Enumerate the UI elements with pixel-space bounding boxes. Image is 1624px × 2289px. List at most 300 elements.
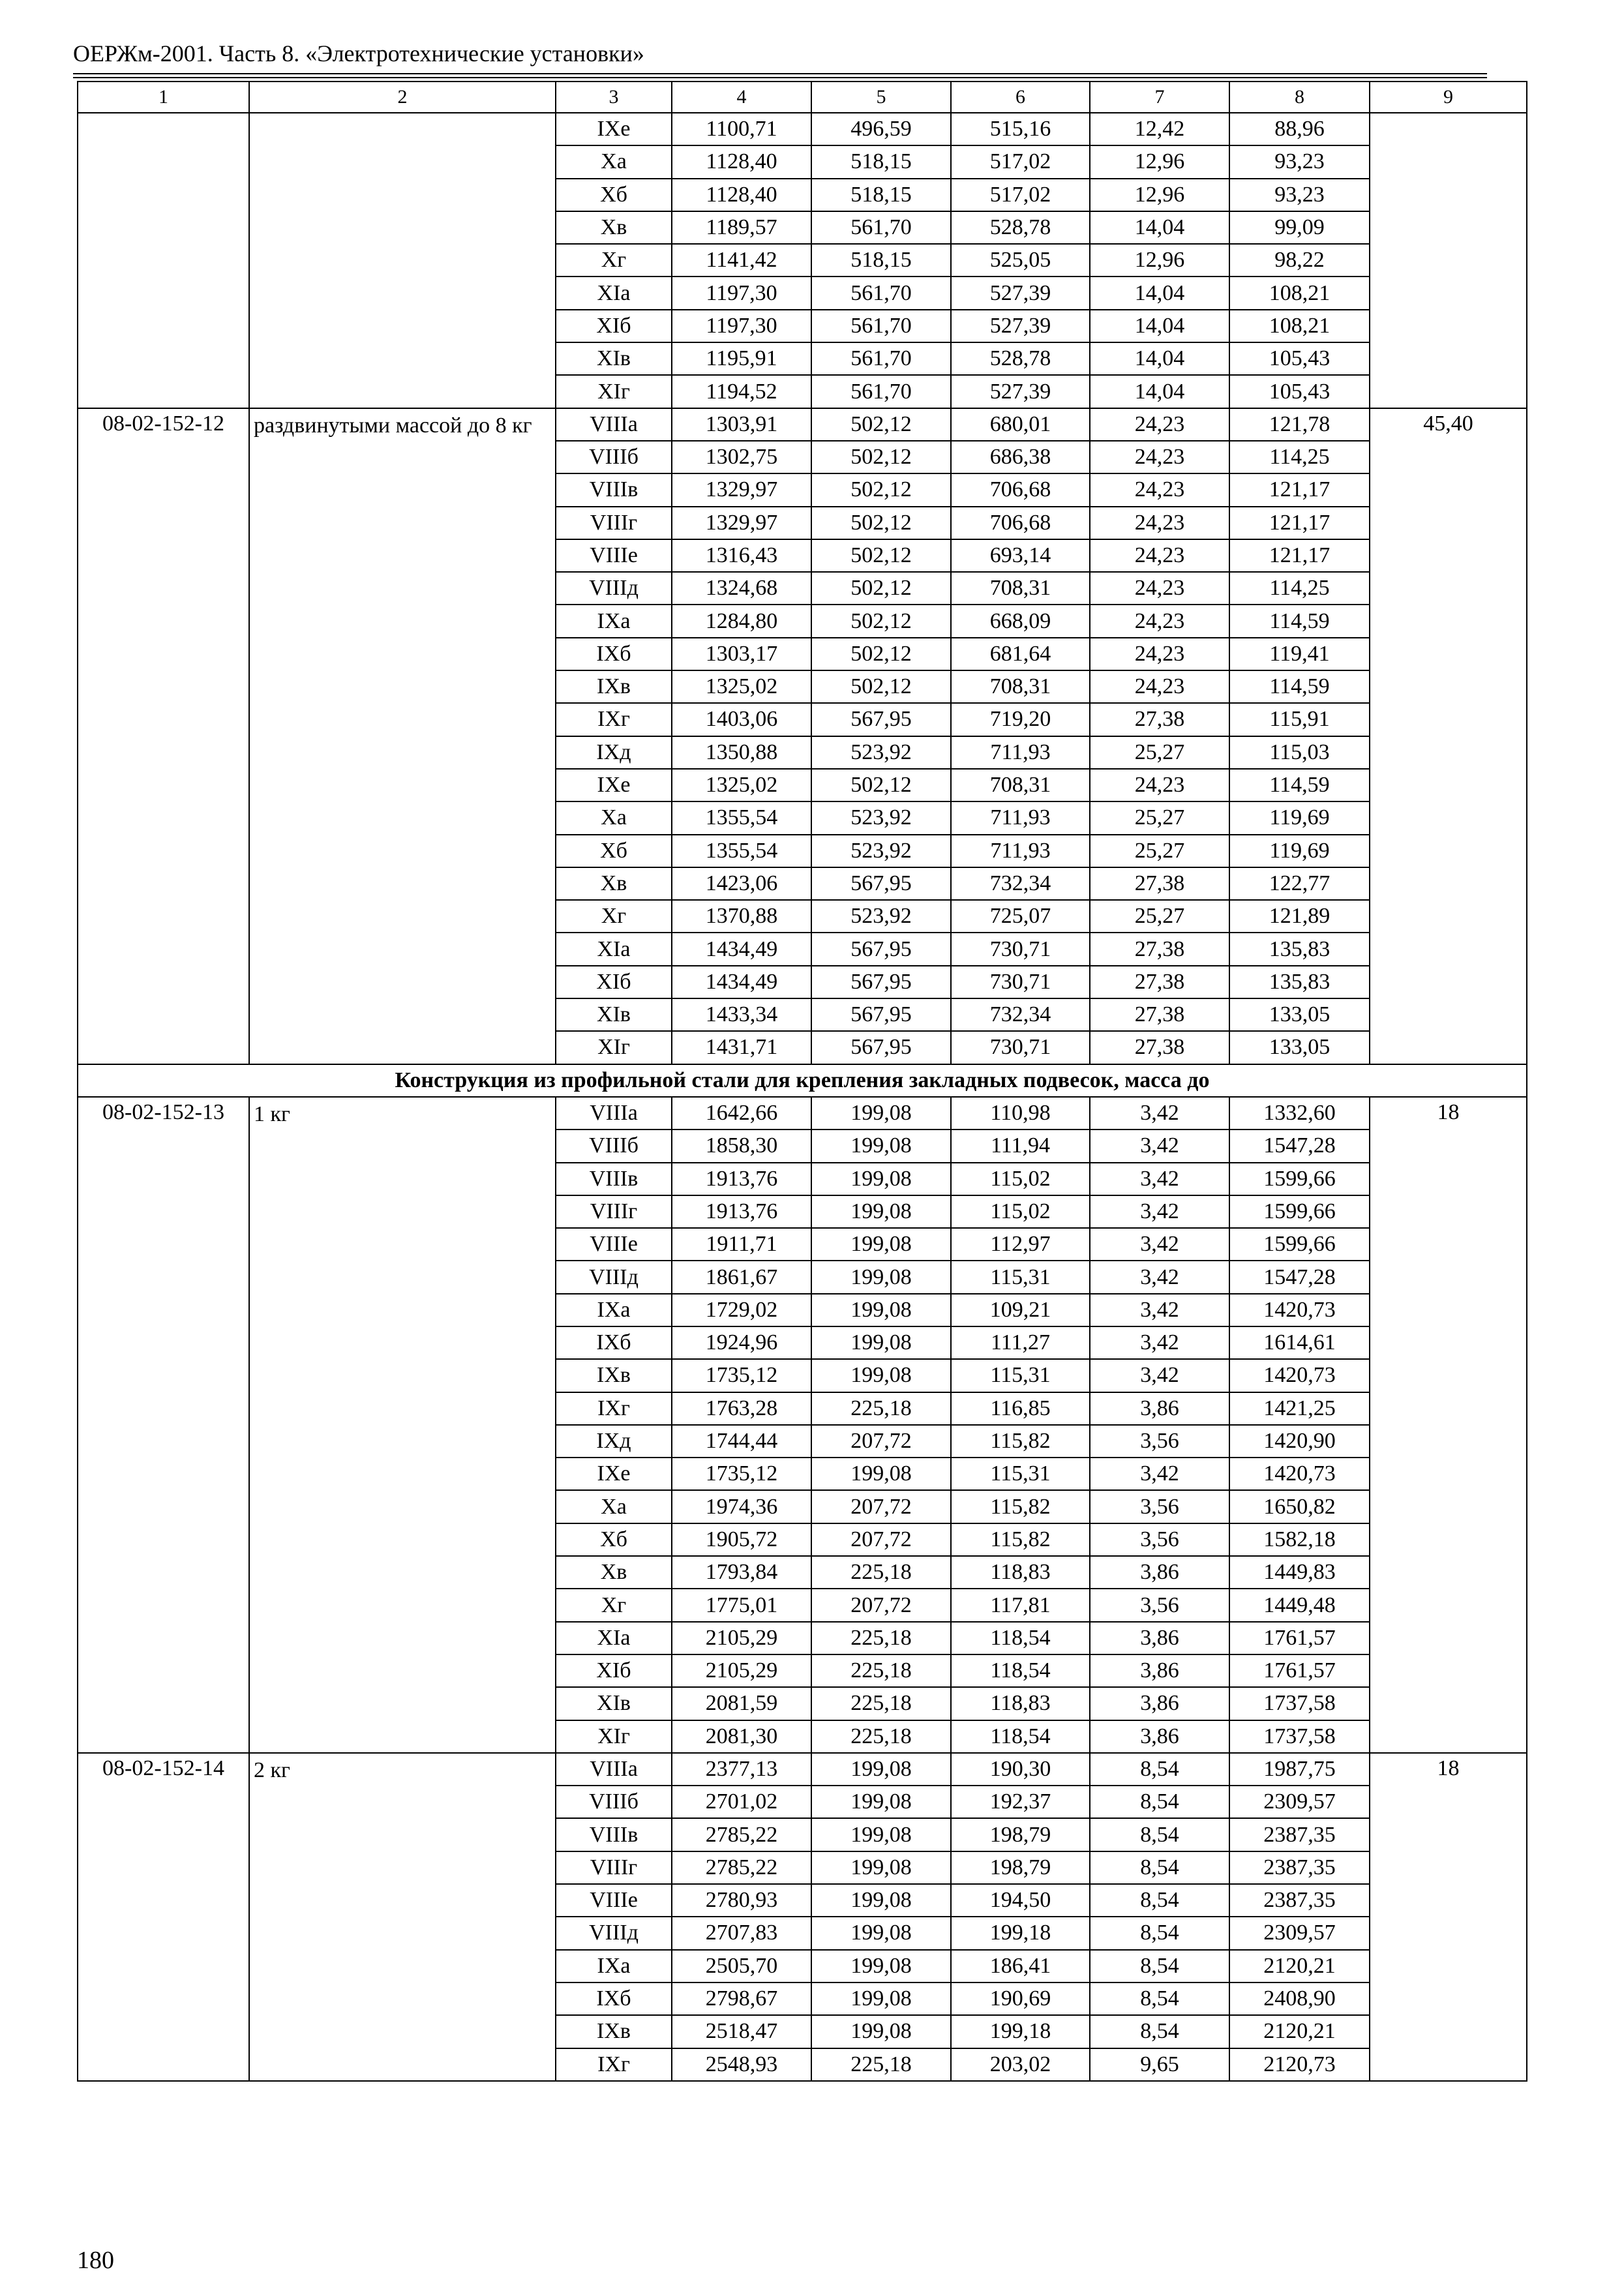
value-col8-cell: 133,05 (1229, 998, 1370, 1031)
column-number-6: 6 (951, 82, 1090, 113)
value-col4-cell: 1325,02 (672, 769, 811, 801)
mark-cell: IXб (556, 1326, 672, 1359)
value-col8-cell: 2387,35 (1229, 1851, 1370, 1884)
column-number-4: 4 (672, 82, 811, 113)
value-col6-cell: 711,93 (951, 736, 1090, 769)
value-col6-cell: 198,79 (951, 1818, 1090, 1851)
value-col8-cell: 114,59 (1229, 605, 1370, 637)
value-col8-cell: 119,69 (1229, 835, 1370, 867)
value-col4-cell: 1324,68 (672, 572, 811, 605)
value-col6-cell: 116,85 (951, 1392, 1090, 1425)
value-col6-cell: 115,02 (951, 1195, 1090, 1228)
value-col7-cell: 12,42 (1090, 113, 1229, 145)
value-col5-cell: 199,08 (811, 1884, 951, 1917)
value-col6-cell: 199,18 (951, 1917, 1090, 1949)
value-col8-cell: 1987,75 (1229, 1753, 1370, 1786)
mark-cell: IXб (556, 1982, 672, 2015)
mark-cell: XIг (556, 1720, 672, 1753)
value-col7-cell: 24,23 (1090, 670, 1229, 703)
value-col4-cell: 1974,36 (672, 1490, 811, 1523)
value-col4-cell: 2701,02 (672, 1786, 811, 1818)
value-col6-cell: 706,68 (951, 507, 1090, 539)
table-row (78, 1753, 1527, 1786)
value-col8-cell: 105,43 (1229, 375, 1370, 408)
mark-cell: VIIIa (556, 1753, 672, 1786)
column-number-2: 2 (249, 82, 556, 113)
value-col6-cell: 730,71 (951, 966, 1090, 998)
mark-cell: Xa (556, 801, 672, 834)
value-col5-cell: 567,95 (811, 1031, 951, 1064)
value-col6-cell: 730,71 (951, 933, 1090, 965)
col9-cell: 45,40 (1370, 408, 1527, 1064)
value-col8-cell: 2120,21 (1229, 2015, 1370, 2048)
value-col6-cell: 708,31 (951, 769, 1090, 801)
column-number-8: 8 (1229, 82, 1370, 113)
value-col5-cell: 199,08 (811, 1195, 951, 1228)
value-col7-cell: 3,42 (1090, 1195, 1229, 1228)
value-col5-cell: 225,18 (811, 1622, 951, 1654)
header-rule (73, 73, 1487, 74)
value-col5-cell: 502,12 (811, 769, 951, 801)
rates-table (77, 81, 1527, 2082)
mark-cell: VIIIг (556, 507, 672, 539)
value-col5-cell: 561,70 (811, 342, 951, 375)
value-col7-cell: 3,86 (1090, 1392, 1229, 1425)
value-col8-cell: 1599,66 (1229, 1195, 1370, 1228)
value-col4-cell: 1355,54 (672, 835, 811, 867)
value-col4-cell: 1195,91 (672, 342, 811, 375)
value-col6-cell: 725,07 (951, 900, 1090, 933)
value-col5-cell: 502,12 (811, 441, 951, 473)
mark-cell: VIIIб (556, 1130, 672, 1162)
value-col7-cell: 12,96 (1090, 145, 1229, 178)
value-col8-cell: 2120,21 (1229, 1950, 1370, 1982)
code-cell: 08-02-152-12 (78, 408, 249, 1064)
value-col4-cell: 2081,59 (672, 1687, 811, 1720)
value-col5-cell: 502,12 (811, 507, 951, 539)
mark-cell: VIIIд (556, 1917, 672, 1949)
value-col4-cell: 2518,47 (672, 2015, 811, 2048)
value-col4-cell: 1325,02 (672, 670, 811, 703)
value-col8-cell: 88,96 (1229, 113, 1370, 145)
value-col5-cell: 199,08 (811, 1130, 951, 1162)
value-col7-cell: 8,54 (1090, 1851, 1229, 1884)
value-col5-cell: 199,08 (811, 2015, 951, 2048)
value-col7-cell: 8,54 (1090, 1753, 1229, 1786)
value-col7-cell: 24,23 (1090, 539, 1229, 572)
value-col4-cell: 2798,67 (672, 1982, 811, 2015)
value-col7-cell: 14,04 (1090, 310, 1229, 342)
value-col4-cell: 1735,12 (672, 1458, 811, 1490)
value-col4-cell: 1431,71 (672, 1031, 811, 1064)
value-col4-cell: 1403,06 (672, 703, 811, 736)
value-col5-cell: 518,15 (811, 244, 951, 277)
value-col6-cell: 528,78 (951, 342, 1090, 375)
mark-cell: IXд (556, 1425, 672, 1458)
mark-cell: VIIIб (556, 441, 672, 473)
value-col7-cell: 27,38 (1090, 998, 1229, 1031)
mark-cell: VIIIб (556, 1786, 672, 1818)
mark-cell: IXв (556, 670, 672, 703)
value-col7-cell: 8,54 (1090, 2015, 1229, 2048)
mark-cell: Xб (556, 1523, 672, 1556)
value-col6-cell: 111,27 (951, 1326, 1090, 1359)
value-col4-cell: 1924,96 (672, 1326, 811, 1359)
value-col7-cell: 3,42 (1090, 1326, 1229, 1359)
value-col5-cell: 502,12 (811, 638, 951, 670)
value-col6-cell: 190,69 (951, 1982, 1090, 2015)
value-col6-cell: 110,98 (951, 1097, 1090, 1130)
value-col5-cell: 199,08 (811, 1786, 951, 1818)
value-col7-cell: 25,27 (1090, 801, 1229, 834)
value-col5-cell: 523,92 (811, 801, 951, 834)
value-col8-cell: 1599,66 (1229, 1163, 1370, 1195)
value-col6-cell: 515,16 (951, 113, 1090, 145)
value-col5-cell: 561,70 (811, 310, 951, 342)
value-col8-cell: 1332,60 (1229, 1097, 1370, 1130)
value-col8-cell: 121,17 (1229, 507, 1370, 539)
value-col6-cell: 732,34 (951, 867, 1090, 900)
value-col8-cell: 121,17 (1229, 539, 1370, 572)
mark-cell: IXв (556, 1359, 672, 1392)
value-col7-cell: 24,23 (1090, 605, 1229, 637)
value-col6-cell: 525,05 (951, 244, 1090, 277)
mark-cell: IXe (556, 769, 672, 801)
mark-cell: Xa (556, 145, 672, 178)
section-heading: Конструкция из профильной стали для крепления закладных подвесок, масса до (78, 1064, 1527, 1097)
value-col6-cell: 186,41 (951, 1950, 1090, 1982)
value-col4-cell: 1433,34 (672, 998, 811, 1031)
value-col6-cell: 115,31 (951, 1359, 1090, 1392)
value-col5-cell: 518,15 (811, 179, 951, 211)
value-col5-cell: 199,08 (811, 1458, 951, 1490)
value-col8-cell: 1420,90 (1229, 1425, 1370, 1458)
value-col7-cell: 27,38 (1090, 966, 1229, 998)
mark-cell: Xб (556, 179, 672, 211)
value-col7-cell: 25,27 (1090, 900, 1229, 933)
value-col7-cell: 3,56 (1090, 1523, 1229, 1556)
value-col6-cell: 730,71 (951, 1031, 1090, 1064)
value-col8-cell: 133,05 (1229, 1031, 1370, 1064)
value-col5-cell: 502,12 (811, 539, 951, 572)
value-col4-cell: 1729,02 (672, 1294, 811, 1326)
value-col5-cell: 496,59 (811, 113, 951, 145)
value-col6-cell: 708,31 (951, 670, 1090, 703)
value-col7-cell: 24,23 (1090, 441, 1229, 473)
value-col6-cell: 115,31 (951, 1458, 1090, 1490)
value-col8-cell: 1420,73 (1229, 1359, 1370, 1392)
value-col8-cell: 122,77 (1229, 867, 1370, 900)
mark-cell: XIб (556, 966, 672, 998)
value-col8-cell: 135,83 (1229, 966, 1370, 998)
value-col8-cell: 114,59 (1229, 769, 1370, 801)
value-col5-cell: 523,92 (811, 900, 951, 933)
value-col5-cell: 567,95 (811, 966, 951, 998)
mark-cell: IXг (556, 2048, 672, 2081)
value-col6-cell: 517,02 (951, 145, 1090, 178)
mark-cell: Xг (556, 900, 672, 933)
value-col8-cell: 114,59 (1229, 670, 1370, 703)
value-col8-cell: 114,25 (1229, 572, 1370, 605)
mark-cell: IXб (556, 638, 672, 670)
value-col4-cell: 1744,44 (672, 1425, 811, 1458)
value-col6-cell: 527,39 (951, 277, 1090, 309)
value-col7-cell: 8,54 (1090, 1917, 1229, 1949)
value-col6-cell: 686,38 (951, 441, 1090, 473)
value-col4-cell: 1316,43 (672, 539, 811, 572)
value-col5-cell: 502,12 (811, 605, 951, 637)
value-col7-cell: 14,04 (1090, 375, 1229, 408)
value-col4-cell: 1434,49 (672, 966, 811, 998)
value-col4-cell: 1861,67 (672, 1261, 811, 1293)
value-col8-cell: 121,17 (1229, 473, 1370, 506)
value-col5-cell: 502,12 (811, 408, 951, 441)
value-col5-cell: 561,70 (811, 375, 951, 408)
value-col8-cell: 1761,57 (1229, 1654, 1370, 1687)
value-col5-cell: 207,72 (811, 1490, 951, 1523)
value-col6-cell: 112,97 (951, 1228, 1090, 1261)
value-col7-cell: 25,27 (1090, 835, 1229, 867)
value-col8-cell: 2309,57 (1229, 1786, 1370, 1818)
value-col8-cell: 1599,66 (1229, 1228, 1370, 1261)
value-col7-cell: 3,56 (1090, 1490, 1229, 1523)
value-col7-cell: 3,42 (1090, 1130, 1229, 1162)
value-col5-cell: 207,72 (811, 1523, 951, 1556)
mark-cell: Xб (556, 835, 672, 867)
value-col8-cell: 115,03 (1229, 736, 1370, 769)
value-col7-cell: 24,23 (1090, 507, 1229, 539)
value-col5-cell: 523,92 (811, 835, 951, 867)
header-rule-2 (73, 77, 1487, 78)
mark-cell: VIIIд (556, 572, 672, 605)
column-number-1: 1 (78, 82, 249, 113)
value-col4-cell: 2081,30 (672, 1720, 811, 1753)
value-col4-cell: 2707,83 (672, 1917, 811, 1949)
value-col6-cell: 668,09 (951, 605, 1090, 637)
value-col6-cell: 708,31 (951, 572, 1090, 605)
value-col7-cell: 3,86 (1090, 1622, 1229, 1654)
mark-cell: IXa (556, 605, 672, 637)
value-col7-cell: 3,42 (1090, 1097, 1229, 1130)
value-col5-cell: 225,18 (811, 1556, 951, 1589)
value-col8-cell: 115,91 (1229, 703, 1370, 736)
description-cell: раздвинутыми массой до 8 кг (249, 408, 556, 1064)
mark-cell: IXв (556, 2015, 672, 2048)
value-col5-cell: 561,70 (811, 211, 951, 244)
value-col6-cell: 693,14 (951, 539, 1090, 572)
value-col8-cell: 114,25 (1229, 441, 1370, 473)
value-col4-cell: 1913,76 (672, 1163, 811, 1195)
value-col7-cell: 12,96 (1090, 179, 1229, 211)
value-col5-cell: 502,12 (811, 670, 951, 703)
value-col6-cell: 680,01 (951, 408, 1090, 441)
value-col7-cell: 27,38 (1090, 1031, 1229, 1064)
value-col6-cell: 109,21 (951, 1294, 1090, 1326)
page-header: ОЕРЖм-2001. Часть 8. «Электротехнические установки» (73, 40, 644, 67)
mark-cell: IXe (556, 1458, 672, 1490)
value-col5-cell: 567,95 (811, 703, 951, 736)
value-col8-cell: 1420,73 (1229, 1294, 1370, 1326)
value-col6-cell: 719,20 (951, 703, 1090, 736)
value-col4-cell: 2105,29 (672, 1654, 811, 1687)
value-col5-cell: 199,08 (811, 1917, 951, 1949)
value-col7-cell: 3,42 (1090, 1359, 1229, 1392)
value-col4-cell: 2785,22 (672, 1851, 811, 1884)
value-col4-cell: 1911,71 (672, 1228, 811, 1261)
table-row (78, 1097, 1527, 1130)
value-col4-cell: 2548,93 (672, 2048, 811, 2081)
value-col5-cell: 199,08 (811, 1097, 951, 1130)
value-col8-cell: 98,22 (1229, 244, 1370, 277)
value-col7-cell: 24,23 (1090, 572, 1229, 605)
value-col6-cell: 199,18 (951, 2015, 1090, 2048)
value-col4-cell: 1905,72 (672, 1523, 811, 1556)
value-col5-cell: 199,08 (811, 1950, 951, 1982)
value-col8-cell: 99,09 (1229, 211, 1370, 244)
value-col6-cell: 115,82 (951, 1523, 1090, 1556)
mark-cell: Xв (556, 211, 672, 244)
value-col6-cell: 111,94 (951, 1130, 1090, 1162)
value-col4-cell: 1642,66 (672, 1097, 811, 1130)
mark-cell: IXд (556, 736, 672, 769)
value-col4-cell: 1303,91 (672, 408, 811, 441)
value-col4-cell: 1197,30 (672, 310, 811, 342)
value-col4-cell: 1355,54 (672, 801, 811, 834)
column-number-9: 9 (1370, 82, 1527, 113)
mark-cell: XIг (556, 1031, 672, 1064)
value-col8-cell: 93,23 (1229, 179, 1370, 211)
value-col7-cell: 3,86 (1090, 1556, 1229, 1589)
value-col8-cell: 121,89 (1229, 900, 1370, 933)
mark-cell: XIв (556, 342, 672, 375)
value-col8-cell: 1449,48 (1229, 1589, 1370, 1621)
description-cell (249, 113, 556, 408)
value-col7-cell: 3,86 (1090, 1687, 1229, 1720)
mark-cell: VIIIд (556, 1261, 672, 1293)
value-col8-cell: 1547,28 (1229, 1130, 1370, 1162)
value-col4-cell: 1329,97 (672, 473, 811, 506)
value-col6-cell: 517,02 (951, 179, 1090, 211)
value-col4-cell: 1370,88 (672, 900, 811, 933)
mark-cell: VIIIe (556, 1884, 672, 1917)
value-col8-cell: 119,41 (1229, 638, 1370, 670)
value-col5-cell: 225,18 (811, 1392, 951, 1425)
value-col4-cell: 1197,30 (672, 277, 811, 309)
value-col4-cell: 1141,42 (672, 244, 811, 277)
section-heading-row (78, 1064, 1527, 1097)
mark-cell: VIIIв (556, 1818, 672, 1851)
value-col7-cell: 3,42 (1090, 1163, 1229, 1195)
value-col7-cell: 24,23 (1090, 473, 1229, 506)
mark-cell: XIa (556, 933, 672, 965)
value-col5-cell: 225,18 (811, 1720, 951, 1753)
value-col4-cell: 2785,22 (672, 1818, 811, 1851)
value-col4-cell: 1793,84 (672, 1556, 811, 1589)
value-col6-cell: 681,64 (951, 638, 1090, 670)
value-col4-cell: 1735,12 (672, 1359, 811, 1392)
column-number-7: 7 (1090, 82, 1229, 113)
mark-cell: Xг (556, 244, 672, 277)
value-col8-cell: 1420,73 (1229, 1458, 1370, 1490)
value-col6-cell: 194,50 (951, 1884, 1090, 1917)
value-col6-cell: 118,54 (951, 1622, 1090, 1654)
value-col6-cell: 117,81 (951, 1589, 1090, 1621)
value-col7-cell: 3,86 (1090, 1654, 1229, 1687)
code-cell: 08-02-152-14 (78, 1753, 249, 2081)
mark-cell: IXe (556, 113, 672, 145)
description-cell: 2 кг (249, 1753, 556, 2081)
mark-cell: VIIIa (556, 1097, 672, 1130)
col9-cell: 18 (1370, 1753, 1527, 2081)
value-col5-cell: 207,72 (811, 1425, 951, 1458)
mark-cell: Xг (556, 1589, 672, 1621)
value-col8-cell: 1737,58 (1229, 1720, 1370, 1753)
value-col7-cell: 8,54 (1090, 1786, 1229, 1818)
value-col4-cell: 1303,17 (672, 638, 811, 670)
value-col7-cell: 24,23 (1090, 769, 1229, 801)
value-col8-cell: 135,83 (1229, 933, 1370, 965)
value-col7-cell: 12,96 (1090, 244, 1229, 277)
mark-cell: XIб (556, 310, 672, 342)
col9-cell (1370, 113, 1527, 408)
value-col5-cell: 567,95 (811, 867, 951, 900)
value-col6-cell: 528,78 (951, 211, 1090, 244)
table-row (78, 113, 1527, 145)
value-col6-cell: 190,30 (951, 1753, 1090, 1786)
mark-cell: VIIIe (556, 539, 672, 572)
value-col4-cell: 1858,30 (672, 1130, 811, 1162)
value-col8-cell: 93,23 (1229, 145, 1370, 178)
value-col4-cell: 1189,57 (672, 211, 811, 244)
value-col6-cell: 118,83 (951, 1687, 1090, 1720)
value-col4-cell: 2780,93 (672, 1884, 811, 1917)
value-col4-cell: 2105,29 (672, 1622, 811, 1654)
value-col4-cell: 1100,71 (672, 113, 811, 145)
value-col5-cell: 567,95 (811, 933, 951, 965)
value-col8-cell: 1449,83 (1229, 1556, 1370, 1589)
value-col8-cell: 2387,35 (1229, 1884, 1370, 1917)
value-col8-cell: 108,21 (1229, 310, 1370, 342)
value-col5-cell: 502,12 (811, 572, 951, 605)
value-col4-cell: 1763,28 (672, 1392, 811, 1425)
value-col6-cell: 115,02 (951, 1163, 1090, 1195)
value-col6-cell: 706,68 (951, 473, 1090, 506)
value-col8-cell: 1761,57 (1229, 1622, 1370, 1654)
value-col6-cell: 198,79 (951, 1851, 1090, 1884)
value-col8-cell: 1737,58 (1229, 1687, 1370, 1720)
mark-cell: VIIIa (556, 408, 672, 441)
value-col4-cell: 1775,01 (672, 1589, 811, 1621)
table-body (78, 82, 1527, 2081)
value-col7-cell: 14,04 (1090, 277, 1229, 309)
value-col5-cell: 567,95 (811, 998, 951, 1031)
value-col8-cell: 2120,73 (1229, 2048, 1370, 2081)
mark-cell: XIг (556, 375, 672, 408)
value-col6-cell: 118,54 (951, 1720, 1090, 1753)
value-col7-cell: 14,04 (1090, 211, 1229, 244)
page-number: 180 (77, 2247, 114, 2274)
value-col5-cell: 225,18 (811, 2048, 951, 2081)
mark-cell: XIб (556, 1654, 672, 1687)
code-cell (78, 113, 249, 408)
value-col8-cell: 1650,82 (1229, 1490, 1370, 1523)
value-col8-cell: 1582,18 (1229, 1523, 1370, 1556)
value-col6-cell: 118,83 (951, 1556, 1090, 1589)
mark-cell: VIIIг (556, 1195, 672, 1228)
value-col5-cell: 225,18 (811, 1687, 951, 1720)
value-col5-cell: 199,08 (811, 1851, 951, 1884)
value-col5-cell: 199,08 (811, 1163, 951, 1195)
